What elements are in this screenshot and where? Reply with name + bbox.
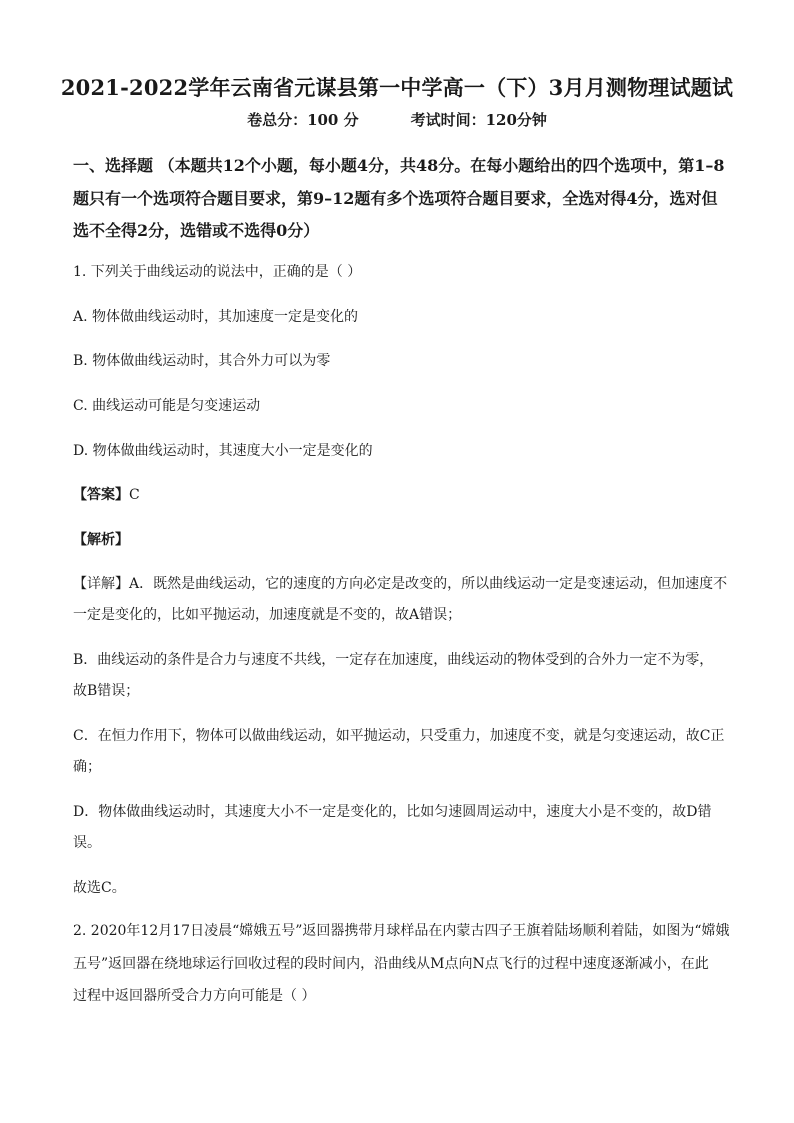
total-score: 卷总分：100 分 <box>247 111 359 129</box>
explanation-line-5: C．在恒力作用下，物体可以做曲线运动，如平抛运动，只受重力，加速度不变，就是匀变速运动，故C正 <box>73 728 725 744</box>
section-instructions-line-1: 一、选择题 （本题共12个小题，每小题4分，共48分。在每小题给出的四个选项中，第1–8 <box>73 156 725 175</box>
explanation-line-1: 【详解】A．既然是曲线运动，它的速度的方向必定是改变的，所以曲线运动一定是变速运动，但加速度不 <box>73 576 728 592</box>
explanation-line-2: 一定是变化的，比如平抛运动，加速度就是不变的，故A错误； <box>73 607 462 623</box>
page-title: 2021-2022学年云南省元谋县第一中学高一（下）3月月测物理试题试 <box>60 75 734 100</box>
question-1-option-d: D. 物体做曲线运动时，其速度大小一定是变化的 <box>73 443 373 459</box>
question-2-line-3: 过程中返回器所受合力方向可能是（ ） <box>73 988 316 1004</box>
question-1-stem: 1. 下列关于曲线运动的说法中，正确的是（ ） <box>73 264 362 280</box>
explanation-conclusion: 故选C。 <box>73 880 126 896</box>
explanation-line-4: 故B错误； <box>73 683 140 699</box>
section-instructions-line-3: 选不全得2分，选错或不选得0分） <box>73 221 320 240</box>
answer-label: 【答案】 <box>73 487 129 503</box>
question-2-line-1: 2. 2020年12月17日凌晨“嫦娥五号”返回器携带月球样品在内蒙古四子王旗着陆场顺利着陆，如图为“嫦娥 <box>73 923 730 939</box>
question-1-option-c: C. 曲线运动可能是匀变速运动 <box>73 398 261 414</box>
explanation-line-8: 误。 <box>73 835 101 851</box>
explanation-line-7: D．物体做曲线运动时，其速度大小不一定是变化的，比如匀速圆周运动中，速度大小是不变的，故D错 <box>73 804 712 820</box>
question-1-option-b: B. 物体做曲线运动时，其合外力可以为零 <box>73 353 331 369</box>
question-2-line-2: 五号”返回器在绕地球运行回收过程的段时间内，沿曲线从M点向N点飞行的过程中速度逐渐减小，在此 <box>73 956 709 972</box>
explanation-line-6: 确； <box>73 759 101 775</box>
explanation-line-3: B．曲线运动的条件是合力与速度不共线，一定存在加速度，曲线运动的物体受到的合外力一定不为零， <box>73 652 714 668</box>
answer-value: C <box>129 487 140 503</box>
section-instructions-line-2: 题只有一个选项符合题目要求，第9–12题有多个选项符合题目要求，全选对得4分，选对但 <box>73 189 718 208</box>
question-1-answer <box>73 484 140 504</box>
question-1-option-a: A. 物体做曲线运动时，其加速度一定是变化的 <box>73 309 359 325</box>
exam-time: 考试时间：120分钟 <box>410 111 547 129</box>
exam-meta <box>0 109 794 130</box>
question-1-analysis-label: 【解析】 <box>73 532 129 548</box>
